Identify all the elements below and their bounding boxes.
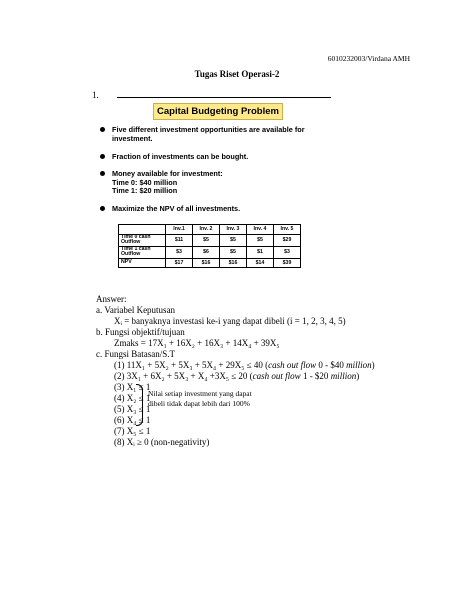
- constraint-text: ): [356, 371, 360, 381]
- bullet-text: investment.: [112, 133, 153, 143]
- bullet-item: [112, 126, 305, 143]
- bullet-item: [112, 170, 223, 196]
- bullet-text: Maximize the NPV of all investments.: [112, 204, 241, 213]
- bullet-dot-icon: [100, 154, 105, 159]
- table-header-cell: Inv. 4: [247, 225, 274, 235]
- answer-label: Answer:: [96, 294, 127, 304]
- bullet-text: Time 1: $20 million: [112, 186, 178, 196]
- objective-function: Zmaks = 17X₁ + 16X₂ + 16X₃ + 14X₄ + 39X₅: [114, 338, 280, 348]
- constraint-text: 0 - $40: [316, 360, 347, 370]
- section-c-title: c. Fungsi Batasan/S.T: [96, 349, 175, 359]
- bullet-text: Time 0: $40 million: [112, 177, 178, 187]
- table-row: [119, 234, 301, 246]
- table-cell: $5: [247, 234, 274, 246]
- slide-banner: [153, 103, 283, 120]
- table-cell: $3: [166, 246, 193, 258]
- table-header-cell: Inv.1: [166, 225, 193, 235]
- table-row: [119, 246, 301, 258]
- slide-top-rule: [117, 97, 331, 98]
- student-id: 6010232003/Virdana AMH: [327, 54, 410, 63]
- constraint-text: (2) 3X₁ + 6X₂ + 5X₃ + X₄ +3X₅ ≤ 20 (: [114, 371, 253, 381]
- table-cell: $16: [220, 258, 247, 268]
- constraint-brace: [136, 384, 143, 426]
- table-cell: $5: [193, 234, 220, 246]
- brace-note-line: Nilai setiap investment yang dapat: [148, 389, 252, 398]
- constraint-4: (4) X₂ ≤ 1: [114, 393, 151, 403]
- section-b-title: b. Fungsi objektif/tujuan: [96, 327, 185, 337]
- section-a-body: Xᵢ = banyaknya investasi ke-i yang dapat dibeli (i = 1, 2, 3, 4, 5): [114, 316, 346, 326]
- table-cell: $39: [274, 258, 301, 268]
- table-cell: $14: [247, 258, 274, 268]
- bullet-text: Fraction of investments can be bought.: [112, 152, 249, 161]
- constraint-3: (3) X₁ ≤ 1: [114, 382, 151, 392]
- table-header-cell: Inv. 3: [220, 225, 247, 235]
- bullet-dot-icon: [100, 206, 105, 211]
- constraint-italic: cash out flow: [252, 371, 301, 381]
- table-header-cell: Inv. 5: [274, 225, 301, 235]
- constraint-text: (1) 11X₁ + 5X₂ + 5X₃ + 5X₄ + 29X₅ ≤ 40 (: [114, 360, 269, 370]
- bullet-text: Five different investment opportunities are available for: [112, 125, 305, 134]
- table-cell: NPV: [119, 258, 166, 268]
- constraint-italic: million: [346, 360, 372, 370]
- table-cell: $16: [193, 258, 220, 268]
- table-cell: Time 1 cash Outflow: [119, 246, 166, 258]
- table-cell: $5: [220, 246, 247, 258]
- brace-note: [148, 389, 252, 409]
- table-cell: $3: [274, 246, 301, 258]
- constraint-5: (5) X₃ ≤ 1: [114, 404, 151, 414]
- investment-table: [118, 224, 301, 268]
- table-header-cell: [119, 225, 166, 235]
- bullet-dot-icon: [100, 171, 105, 176]
- slide-banner-text: Capital Budgeting Problem: [157, 106, 279, 117]
- bullet-item: [112, 153, 248, 162]
- constraint-6: (6) X₄ ≤ 1: [114, 415, 151, 425]
- table-row: [119, 258, 301, 268]
- table-cell: $1: [247, 246, 274, 258]
- constraint-7: (7) X₅ ≤ 1: [114, 426, 151, 436]
- bullet-dot-icon: [100, 127, 105, 132]
- document-title: Tugas Riset Operasi-2: [194, 69, 280, 79]
- table-cell: $5: [220, 234, 247, 246]
- table-header-cell: Inv. 2: [193, 225, 220, 235]
- table-cell: $17: [166, 258, 193, 268]
- section-a-title: a. Variabel Keputusan: [96, 305, 176, 315]
- bullet-item: [112, 205, 240, 214]
- constraint-text: ): [371, 360, 375, 370]
- table-cell: $29: [274, 234, 301, 246]
- constraint-text: 1 - $20: [300, 371, 331, 381]
- table-cell: Time 0 cash Outflow: [119, 234, 166, 246]
- constraint-italic: million: [330, 371, 357, 381]
- constraint-8: (8) Xᵢ ≥ 0 (non-negativity): [114, 437, 210, 447]
- constraint-italic: cash out flow: [268, 360, 317, 370]
- bullet-text: Money available for investment:: [112, 169, 223, 178]
- constraint-2: [114, 371, 359, 382]
- table-cell: $11: [166, 234, 193, 246]
- brace-note-line: dibeli tidak dapat lebih dari 100%: [148, 399, 250, 408]
- table-header-row: [119, 225, 301, 235]
- constraint-1: [114, 360, 375, 371]
- question-number: 1.: [92, 90, 99, 100]
- table-cell: $6: [193, 246, 220, 258]
